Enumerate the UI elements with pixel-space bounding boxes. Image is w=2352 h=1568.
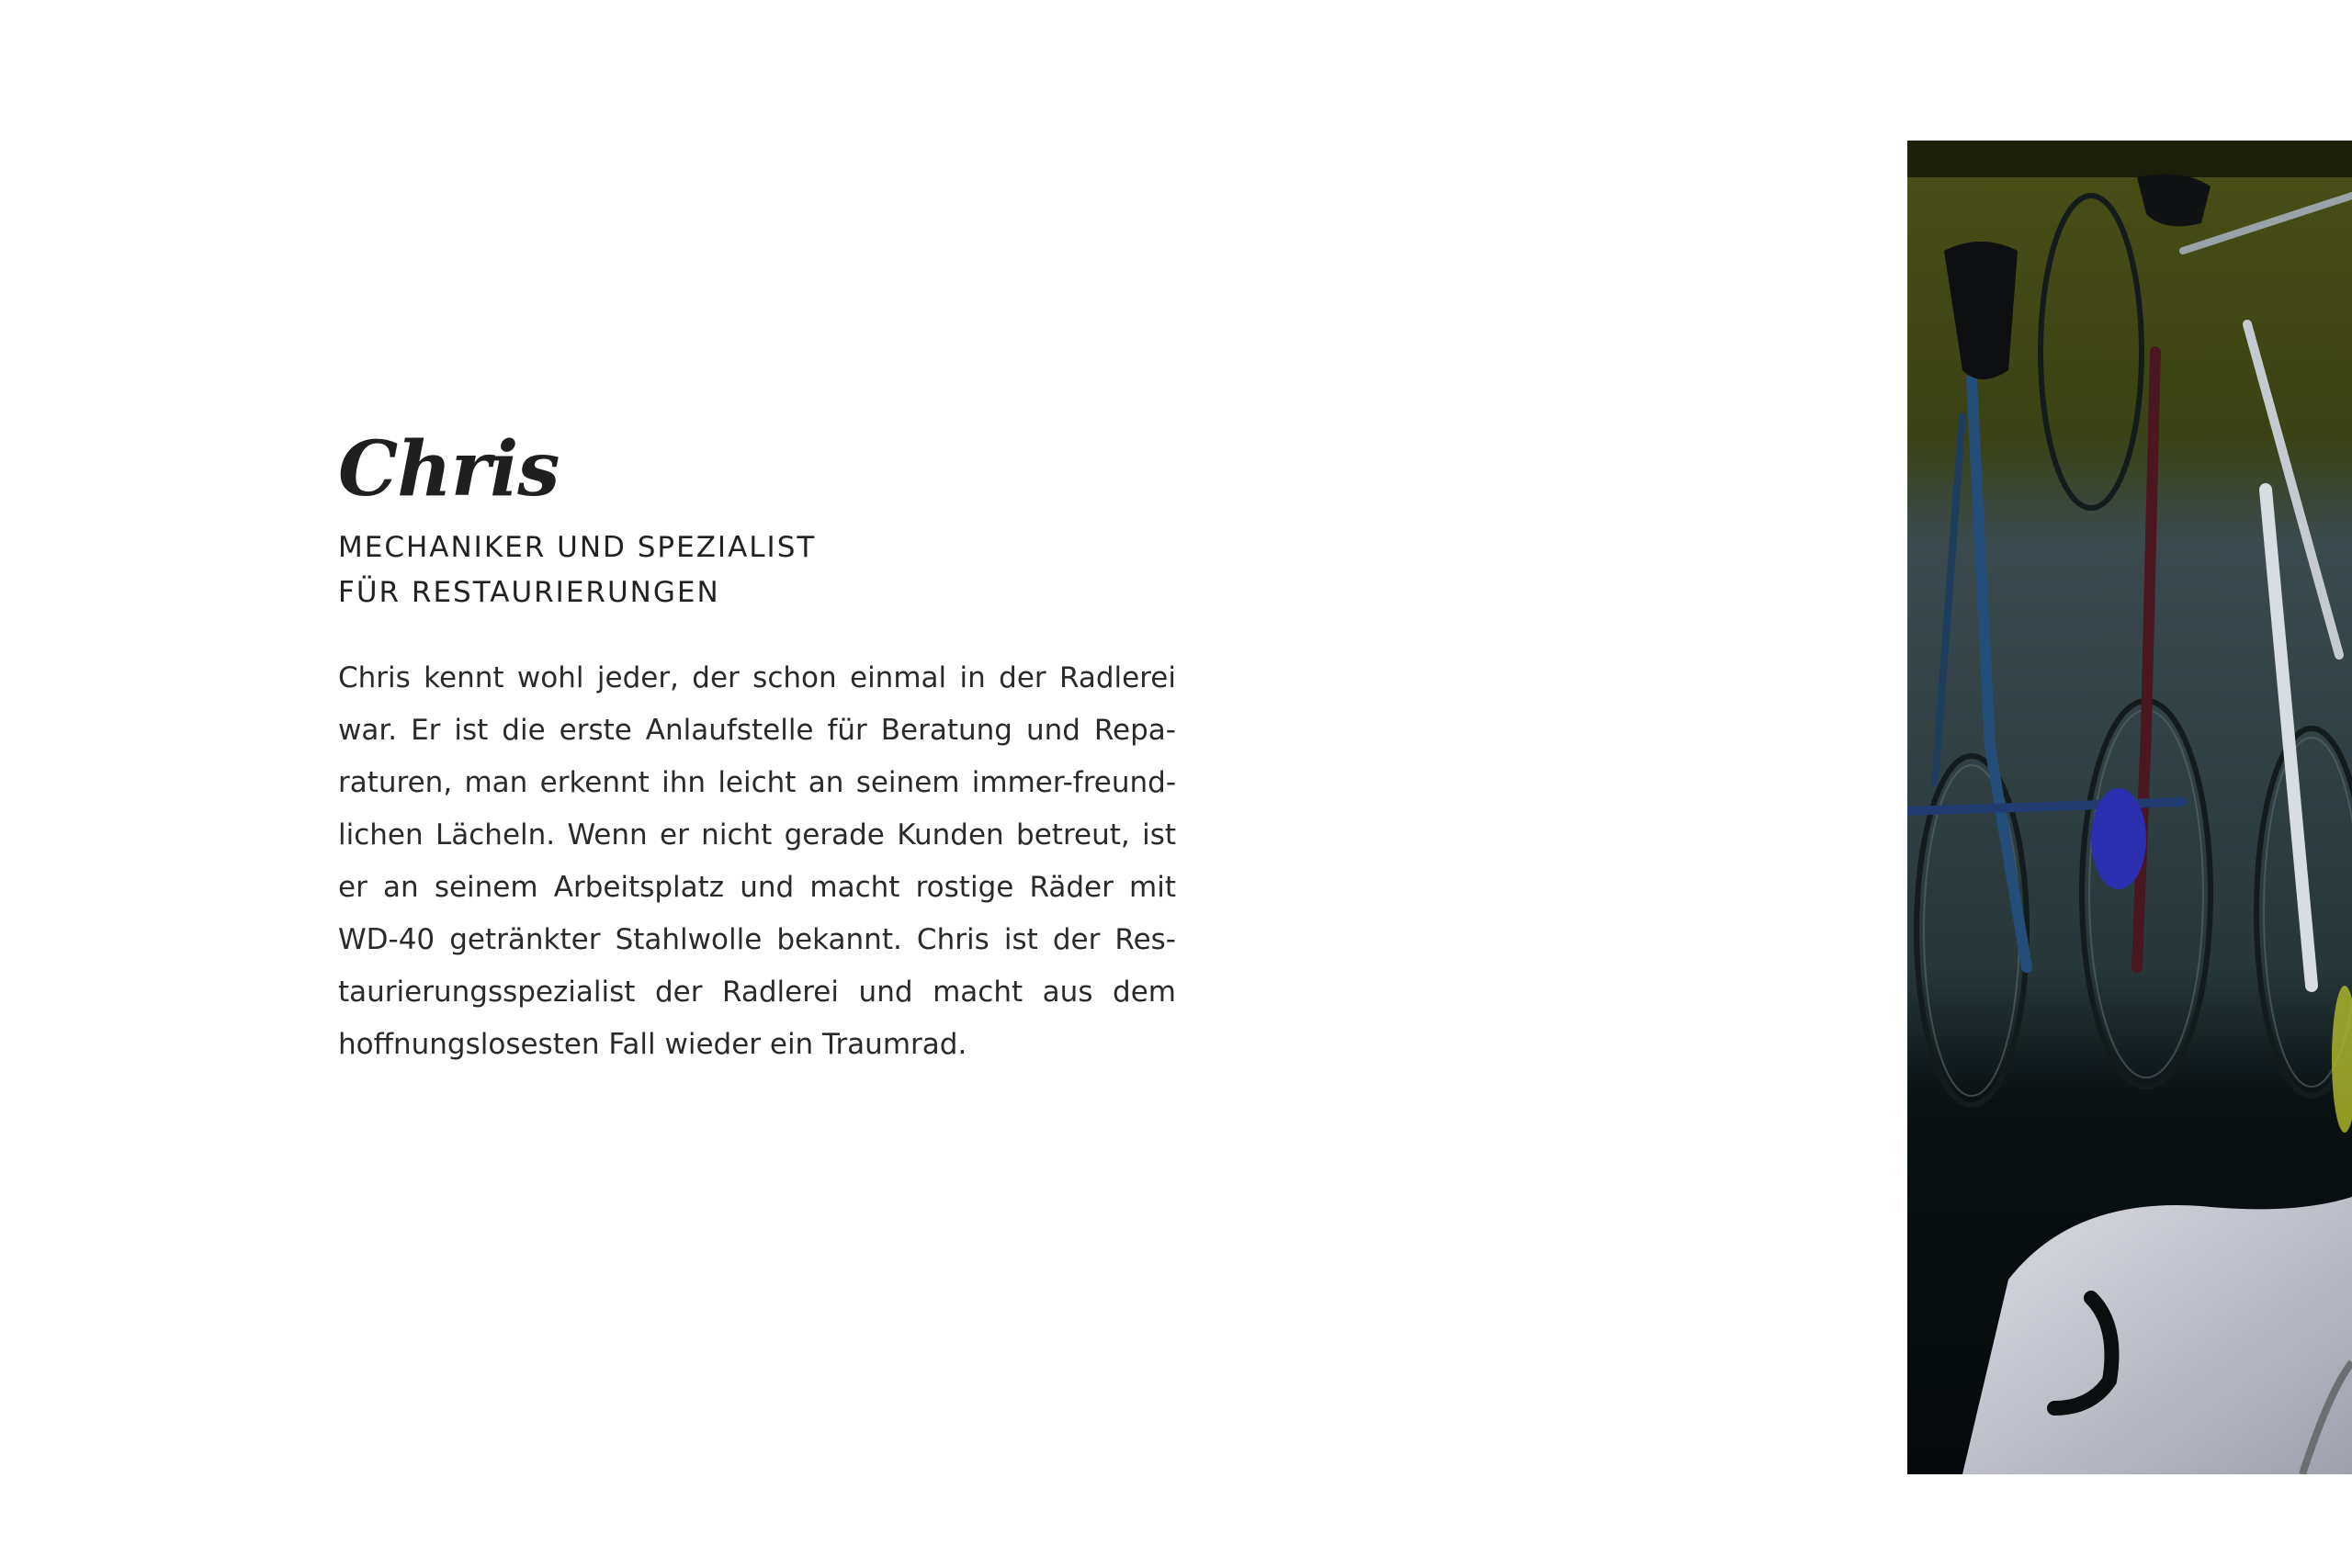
person-bio: Chris kennt wohl jeder, der schon einmal in der Radlerei war. Er ist die erste Anlaufstelle für Beratung und Repa-raturen, man erkennt ihn leicht an seinem immer-freund-lichen Lächeln. Wenn er nicht gerade Kunden betreut, ist er an seinem Arbeitsplatz und macht rostige Räder mit WD-40 getränkter Stahlwolle bekannt. Chris ist der Res-taurierungsspezialist der Radlerei und macht aus dem hoffnungslosesten Fall wieder ein Traumrad. bbox=[338, 661, 1176, 1061]
person-name: Chris bbox=[338, 425, 560, 513]
profile-section bbox=[338, 425, 1176, 1071]
person-role bbox=[338, 525, 1176, 615]
role-line-1: MECHANIKER UND SPEZIALIST bbox=[338, 531, 817, 564]
workshop-photo bbox=[1907, 141, 2352, 1474]
role-line-2: FÜR RESTAURIERUNGEN bbox=[338, 576, 720, 609]
bicycles-image bbox=[1907, 141, 2352, 1474]
